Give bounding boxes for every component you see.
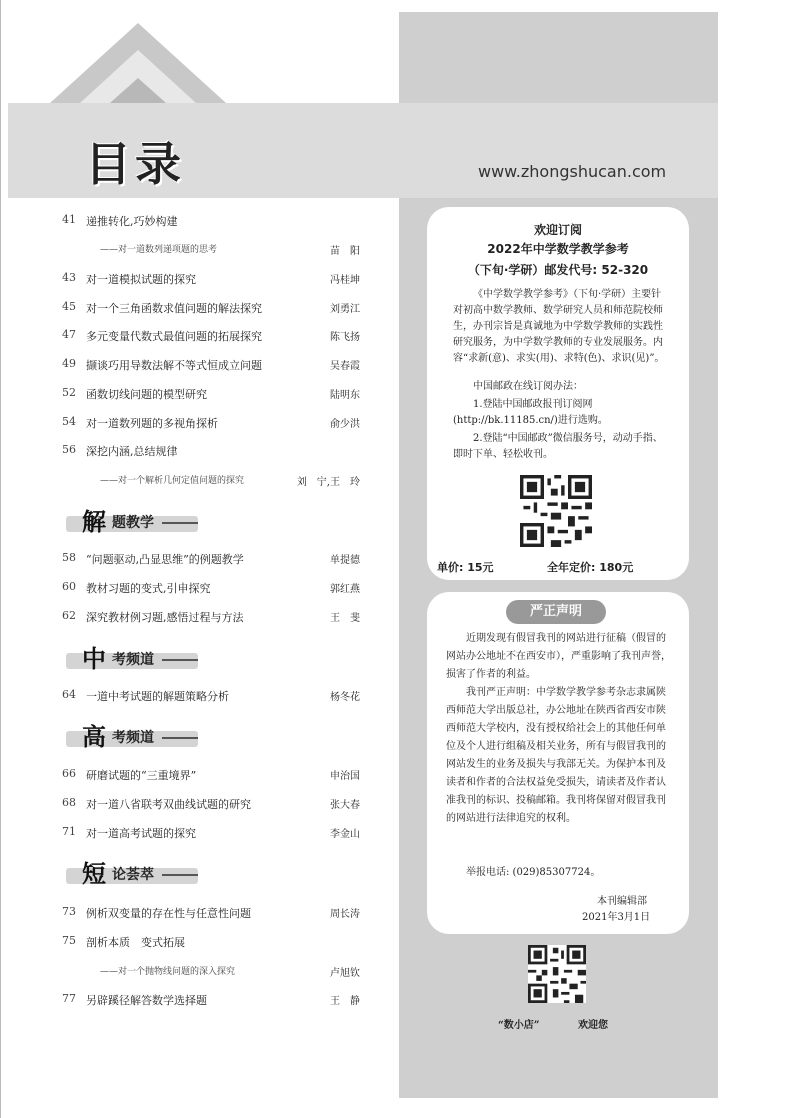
toc-row[interactable]: [62, 580, 362, 598]
section-tag-swoosh: [162, 659, 198, 661]
section-tag-label: 论荟萃: [112, 867, 154, 883]
toc-title: 剖析本质 变式拓展: [86, 936, 185, 949]
toc-author: 俞少洪: [330, 419, 360, 430]
toc-subtitle-text: ——对一个解析几何定值问题的探究: [100, 476, 245, 486]
toc-author: 申治国: [330, 771, 360, 782]
toc-page: 56: [62, 443, 76, 456]
section-tag-label: 考频道: [112, 730, 154, 746]
website-url[interactable]: www.zhongshucan.com: [478, 162, 667, 181]
toc-title: 深究教材例习题,感悟过程与方法: [86, 611, 244, 624]
toc-row[interactable]: [62, 825, 362, 843]
toc-author: 冯桂坤: [330, 275, 360, 286]
toc-row[interactable]: [62, 934, 362, 952]
toc-title: “问题驱动,凸显思维”的例题教学: [86, 553, 244, 566]
annual-price: 全年定价: 180元: [547, 561, 634, 574]
toc-row[interactable]: [62, 271, 362, 289]
toc-row[interactable]: [62, 551, 362, 569]
toc-subtitle: [100, 964, 362, 980]
order-step-2: 2.登陆“中国邮政”微信服务号，动动手指、即时下单、轻松收刊。: [453, 433, 663, 460]
toc-author: 卢旭钦: [330, 968, 360, 979]
subscribe-box: [427, 207, 689, 580]
toc-author: 周长涛: [330, 909, 360, 920]
toc-row[interactable]: [62, 992, 362, 1010]
toc-subtitle: [100, 242, 362, 258]
toc-title: 对一道高考试题的探究: [86, 827, 196, 840]
toc-page: 66: [62, 767, 76, 780]
editor-signature: 本刊编辑部: [597, 896, 647, 907]
toc-page: 62: [62, 609, 76, 622]
section-tag-jieti: [66, 506, 198, 534]
notice-paragraph-1: 近期发现有假冒我刊的网站进行征稿（假冒的网站办公地址不在西安市），严重影响了我刊声誉，损害了作者的利益。: [446, 633, 671, 680]
section-tag-swoosh: [162, 874, 198, 876]
toc-title: 撷谈巧用导数法解不等式恒成立问题: [86, 359, 262, 372]
toc-page: 71: [62, 825, 76, 838]
notice-badge: 严正声明: [506, 600, 606, 624]
toc-author: 刘勇江: [330, 304, 360, 315]
section-tag-initial: 高: [82, 723, 106, 751]
toc-page: 54: [62, 415, 76, 428]
toc-title: 多元变量代数式最值问题的拓展探究: [86, 330, 262, 343]
toc-title: 一道中考试题的解题策略分析: [86, 690, 229, 703]
toc-row[interactable]: [62, 443, 362, 461]
section-tag-label: 考频道: [112, 652, 154, 668]
section-tag-duanlun: [66, 858, 198, 886]
toc-page: 64: [62, 688, 76, 701]
toc-title: 另辟蹊径解答数学选择题: [86, 994, 207, 1007]
toc-author: 王 静: [330, 996, 360, 1007]
toc-page: 68: [62, 796, 76, 809]
toc-title: 对一道八省联考双曲线试题的研究: [86, 798, 251, 811]
subscribe-heading: 欢迎订阅: [533, 223, 582, 237]
toc-title: 例析双变量的存在性与任意性问题: [86, 907, 251, 920]
toc-page: 73: [62, 905, 76, 918]
shop-name: “数小店”: [498, 1020, 540, 1031]
toc-row[interactable]: [62, 328, 362, 346]
toc-title: 函数切线问题的模型研究: [86, 388, 207, 401]
toc-author: 郭红燕: [330, 584, 360, 595]
toc-page: 41: [62, 213, 76, 226]
toc-page: 47: [62, 328, 76, 341]
toc-row[interactable]: [62, 415, 362, 433]
toc-page: 75: [62, 934, 76, 947]
toc-page: 49: [62, 357, 76, 370]
page-title: 目录: [85, 137, 185, 191]
toc-page: 60: [62, 580, 76, 593]
section-tag-label: 题教学: [112, 515, 154, 531]
toc-title: 递推转化,巧妙构建: [86, 215, 178, 228]
toc-title: 研磨试题的“三重境界”: [86, 769, 197, 782]
order-step-1[interactable]: 1.登陆中国邮政报刊订阅网(http://bk.11185.cn/)进行选购。: [453, 399, 608, 426]
toc-title: 深挖内涵,总结规律: [86, 445, 178, 458]
order-method-title: 中国邮政在线订阅办法：: [473, 381, 583, 392]
subscribe-qr-code-icon[interactable]: [520, 475, 592, 547]
section-tag-initial: 短: [82, 860, 106, 888]
unit-price: 单价: 15元: [437, 561, 494, 574]
toc-title: 对一道数列题的多视角探析: [86, 417, 218, 430]
roof-decoration-icon: [50, 18, 230, 104]
toc-page: 45: [62, 300, 76, 313]
toc-subtitle: [100, 473, 362, 489]
journal-intro: 《中学数学教学参考》（下旬·学研）主要针对初高中数学教师、数学研究人员和师范院校师生，办刊宗旨是真诚地为中学数学教师的实践性研究服务，为中学数学教师的专业发展服务。内容“求新(意)、求实(用)、求特(色)、求识(见)”。: [453, 289, 665, 364]
toc-row[interactable]: [62, 767, 362, 785]
section-tag-swoosh: [162, 522, 198, 524]
report-phone: 举报电话: (029)85307724。: [466, 867, 601, 878]
toc-author: 苗 阳: [330, 246, 360, 257]
toc-row[interactable]: [62, 213, 362, 231]
toc-row[interactable]: [62, 688, 362, 706]
journal-name: 2022年中学数学教学参考: [487, 242, 629, 256]
toc-title: 对一个三角函数求值问题的解法探究: [86, 302, 262, 315]
toc-row[interactable]: [62, 357, 362, 375]
toc-author: 杨冬花: [330, 692, 360, 703]
toc-row[interactable]: [62, 609, 362, 627]
toc-subtitle-text: ——对一道数列递项题的思考: [100, 245, 218, 255]
toc-page: 58: [62, 551, 76, 564]
toc-page: 52: [62, 386, 76, 399]
toc-subtitle-text: ——对一个抛物线问题的深入探究: [100, 967, 236, 977]
toc-author: 王 斐: [330, 613, 360, 624]
toc-page: 43: [62, 271, 76, 284]
notice-date: 2021年3月1日: [582, 912, 651, 923]
notice-paragraph-2: 我刊严正声明：中学数学教学参考杂志隶属陕西师范大学出版总社，办公地址在陕西省西安市陕西师范大学校内，没有授权给社会上的其他任何单位及个人进行组稿及相关业务，所有与假冒我刊的网站发生的业务及损失与我部无关。为保护本刊及读者和作者的合法权益免受损失，请读者及作者认准我刊的标识、投稿邮箱。我刊将保留对假冒我刊的网站进行法律追究的权利。: [446, 687, 666, 824]
toc-row[interactable]: [62, 300, 362, 318]
toc-author: 陆明东: [330, 390, 360, 401]
section-tag-zhongkao: [66, 643, 198, 671]
toc-row[interactable]: [62, 386, 362, 404]
page-edge: [0, 0, 1, 1118]
toc-author: 吴春霞: [330, 361, 360, 372]
toc-author: 张大春: [330, 800, 360, 811]
toc-title: 教材习题的变式,引申探究: [86, 582, 211, 595]
toc-author: 陈飞扬: [330, 332, 360, 343]
toc-author: 单提德: [330, 555, 360, 566]
postal-code: （下旬·学研）邮发代号: 52-320: [467, 263, 649, 277]
toc-author: 李金山: [330, 829, 360, 840]
toc-row[interactable]: [62, 905, 362, 923]
section-tag-swoosh: [162, 737, 198, 739]
section-tag-gaokao: [66, 721, 198, 749]
toc-page: 77: [62, 992, 76, 1005]
section-tag-initial: 解: [82, 508, 106, 536]
toc-author: 刘 宁,王 玲: [296, 477, 360, 488]
shop-welcome: 欢迎您: [578, 1020, 608, 1031]
shop-qr-code-icon[interactable]: [528, 945, 586, 1003]
toc-row[interactable]: [62, 796, 362, 814]
toc-title: 对一道模拟试题的探究: [86, 273, 196, 286]
section-tag-initial: 中: [82, 645, 106, 673]
